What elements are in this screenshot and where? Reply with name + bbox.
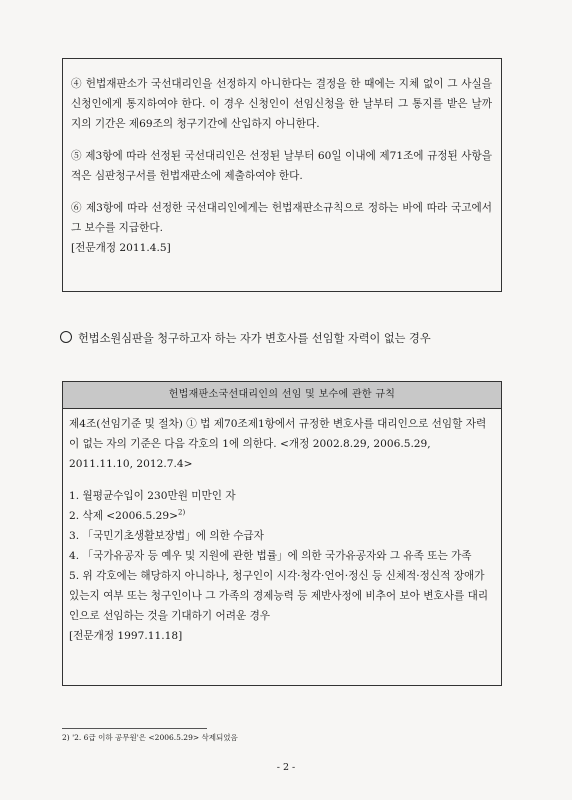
list-item — [69, 506, 495, 526]
statute-box — [62, 58, 502, 292]
regulation-title: 헌법재판소국선대리인의 선임 및 보수에 관한 규칙 — [63, 382, 501, 409]
regulation-box — [62, 381, 502, 686]
hollow-circle-icon — [60, 331, 72, 343]
amendment-note: [전문개정 2011.4.5] — [71, 242, 171, 254]
footnote-divider — [62, 728, 207, 729]
list-item-text: 2. 삭제 <2006.5.29> — [69, 510, 178, 522]
list-item: 1. 월평균수입이 230만원 미만인 자 — [69, 490, 236, 502]
paragraph-4: ④ 헌법재판소가 국선대리인을 선정하지 아니한다는 결정을 한 때에는 지체 없이 그 사실을 신청인에게 통지하여야 한다. 이 경우 신청인이 선임신청을 한 날부터 그 통지를 받은 날까지의 기간은 제69조의 청구기간에 산입하지 아니한다. — [71, 78, 492, 130]
section-bullet — [60, 330, 520, 348]
list-item: 4. 「국가유공자 등 예우 및 지원에 관한 법률」에 의한 국가유공자와 그 유족 또는 가족 — [69, 550, 472, 562]
regulation-body — [63, 409, 501, 646]
list-item: 5. 위 각호에는 해당하지 아니하나, 청구인이 시각·청각·언어·정신 등 신체적·정신적 장애가 있는지 여부 또는 청구인이나 그 가족의 경제능력 등 제반사정에 비추어 보아 변호사를 대리인으로 선임하는 것을 기대하기 어려운 경우 — [69, 570, 489, 622]
list-item: 3. 「국민기초생활보장법」에 의한 수급자 — [69, 530, 264, 542]
footnote: 2) '2. 6급 이하 공무원'은 <2006.5.29> 삭제되었음 — [62, 733, 238, 742]
paragraph-6: ⑥ 제3항에 따라 선정한 국선대리인에게는 헌법재판소규칙으로 정하는 바에 따라 국고에서 그 보수를 지급한다. — [71, 202, 492, 234]
page-number: - 2 - — [276, 762, 296, 773]
paragraph-5: ⑤ 제3항에 따라 선정된 국선대리인은 선정된 날부터 60일 이내에 제71조에 규정된 사항을 적은 심판청구서를 헌법재판소에 제출하여야 한다. — [71, 150, 492, 182]
footnote-marker[interactable]: 2) — [177, 508, 186, 517]
article-text: 제4조(선임기준 및 절차) ① 법 제70조제1항에서 규정한 변호사를 대리인으로 선임할 자력이 없는 자의 기준은 다음 각호의 1에 의한다. <개정 2002.8.29, 2006.5.29, 2011.11.10, 2012.7.4> — [69, 418, 487, 470]
bullet-text: 헌법소원심판을 청구하고자 하는 자가 변호사를 선임할 자력이 없는 경우 — [78, 332, 431, 345]
amendment-note: [전문개정 1997.11.18] — [69, 630, 183, 642]
